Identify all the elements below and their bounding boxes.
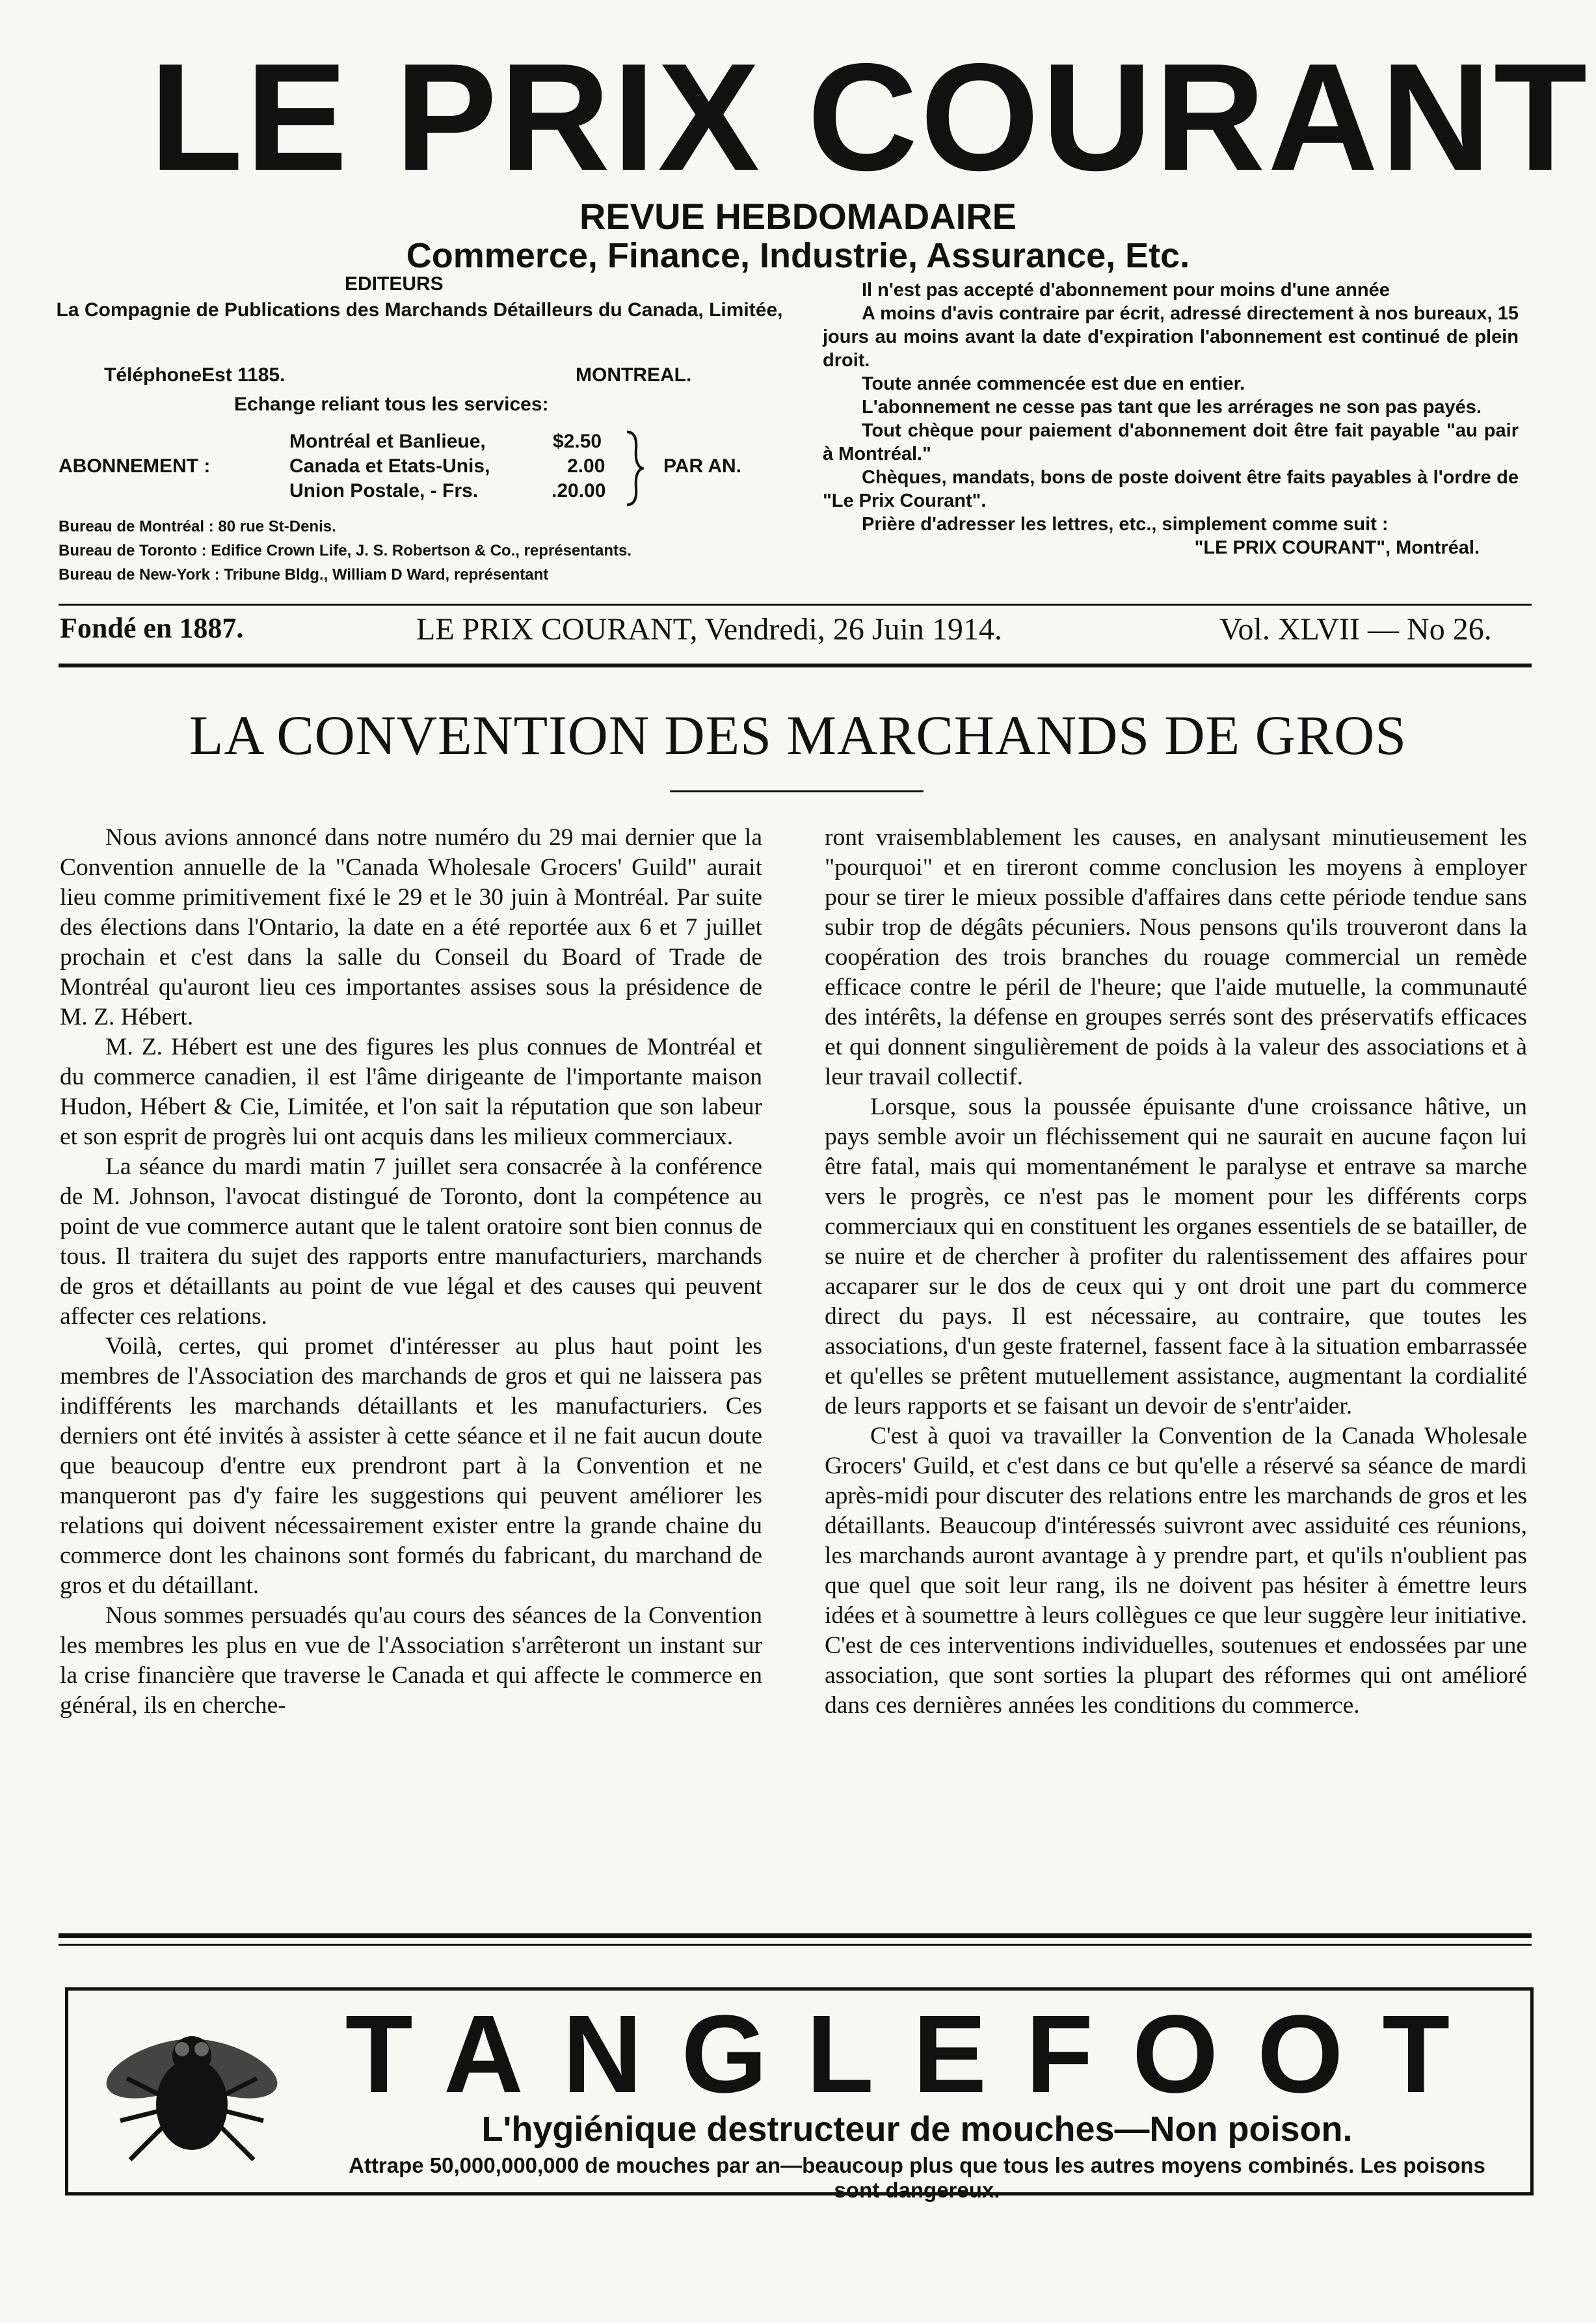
dateline-volume: Vol. XLVII — No 26. — [1219, 612, 1492, 647]
bureau-toronto: Bureau de Toronto : Edifice Crown Life, J. S. Robertson & Co., représentants. — [59, 542, 632, 559]
notice-6: Chèques, mandats, bons de poste doivent être faits payables à l'ordre de "Le Prix Courant". — [823, 467, 1519, 511]
article-paragraph: M. Z. Hébert est une des figures les plus connues de Montréal et du commerce canadien, il est l'âme dirigeante de l'importante maison Hudon, Hébert & Cie, Limitée, et l'on sait la réputation que son labeur et son esprit de progrès lui ont acquis dans les milieux commerciaux. — [60, 1034, 762, 1150]
masthead-subtitle: Commerce, Finance, Industrie, Assurance, Etc. — [406, 236, 1190, 275]
notice-4: L'abonnement ne cesse pas tant que les arrérages ne son pas payés. — [862, 397, 1482, 418]
article-paragraph: La séance du mardi matin 7 juillet sera consacrée à la conférence de M. Johnson, l'avocat distingué de Toronto, dont la compétence au point de vue commerce autant que le talent oratoire sont bien connus de tous. Il traitera du sujet des rapports entre manufacturiers, marchands de gros et détaillants au point de vue légal et des causes qui peuvent affecter ces relations. — [60, 1153, 762, 1330]
ad-body: Attrape 50,000,000,000 de mouches par an—beaucoup plus que tous les autres moyens combinés. Les poisons sont dangereux. — [349, 2153, 1485, 2202]
notice-5: Tout chèque pour paiement d'abonnement doit être fait payable "au pair à Montréal." — [823, 420, 1519, 464]
ad-rule-2 — [59, 1944, 1532, 1946]
bureau-newyork: Bureau de New-York : Tribune Bldg., William D Ward, représentant — [59, 566, 549, 584]
article-paragraph: ront vraisemblablement les causes, en analysant minutieusement les "pourquoi" et en tireront comme conclusion les moyens à employer pour se tirer le mieux possible d'affaires dans cette période tendue sans subir trop de dégâts pécuniers. Nous pensons qu'ils trouveront dans la coopération des trois branches du rouage commercial un remède efficace contre le péril de l'heure; que l'aide mutuelle, la communauté des intérêts, la défense en groupes serrés sont des préservatifs efficaces et qui donnent singulièrement de poids à la valeur des associations et à leur travail collectif. — [825, 824, 1527, 1090]
abonnement-price-3: .20.00 — [552, 480, 606, 502]
editeurs-exchange: Echange reliant tous les services: — [234, 394, 549, 415]
ad-rule-1 — [59, 1933, 1532, 1938]
dateline-rule-bottom — [59, 664, 1532, 667]
masthead-revue: REVUE HEBDOMADAIRE — [579, 196, 1017, 237]
article-headline: LA CONVENTION DES MARCHANDS DE GROS — [189, 704, 1407, 766]
article-paragraph: Nous sommes persuadés qu'au cours des séances de la Convention les membres les plus en vue de l'Association s'arrêteront un instant sur la crise financière que traverse le Canada et qui affecte le commerce en général, ils en cherche- — [60, 1602, 762, 1719]
editeurs-city: MONTREAL. — [576, 364, 692, 386]
abonnement-where-2: Canada et Etats-Unis, — [289, 455, 490, 477]
headline-underline — [670, 790, 924, 792]
dateline-issue: LE PRIX COURANT, Vendredi, 26 Juin 1914. — [416, 612, 1002, 647]
editeurs-label: EDITEURS — [345, 273, 444, 295]
abonnement-price-2: 2.00 — [567, 455, 605, 477]
abonnement-per: PAR AN. — [663, 455, 741, 477]
subscription-notices — [823, 278, 1519, 559]
dateline-founded: Fondé en 1887. — [60, 612, 244, 644]
notice-address: "LE PRIX COURANT", Montréal. — [1194, 537, 1480, 558]
editeurs-company: La Compagnie de Publications des Marchands Détailleurs du Canada, Limitée, — [56, 299, 783, 321]
notice-1: Il n'est pas accepté d'abonnement pour moins d'une année — [862, 280, 1390, 301]
notice-2: A moins d'avis contraire par écrit, adressé directement à nos bureaux, 15 jours au moins avant la date d'expiration l'abonnement est continué de plein droit. — [823, 303, 1519, 371]
dateline-rule-top — [59, 604, 1532, 606]
editeurs-telephone: TéléphoneEst 1185. — [104, 364, 286, 386]
abonnement-where-3: Union Postale, - Frs. — [289, 480, 479, 502]
abonnement-label: ABONNEMENT : — [59, 455, 211, 477]
article-paragraph: C'est à quoi va travailler la Convention de la Canada Wholesale Grocers' Guild, et c'est dans ce but qu'elle a réservé sa séance de mardi après-midi pour discuter des relations entre les marchands de gros et les détaillants. Beaucoup d'intéressés suivront avec assiduité ces réunions, les marchands auront avantage à y prendre part, et qu'ils n'oublient pas que quel que soit leur rang, ils ne doivent pas hésiter à émettre leurs idées et à soumettre à leurs collègues ce que leur suggère leur initiative. C'est de ces interventions individuelles, soutenues et endossées par une association, que sont sorties la plupart des réformes qui ont amélioré dans ces dernières années les conditions du commerce. — [825, 1423, 1527, 1719]
bureau-montreal: Bureau de Montréal : 80 rue St-Denis. — [59, 518, 336, 535]
abonnement-where-1: Montréal et Banlieue, — [289, 431, 486, 452]
article-paragraph: Voilà, certes, qui promet d'intéresser au plus haut point les membres de l'Association des marchands de gros et qui ne laissera pas indifférents les marchands détaillants et les manufacturiers. Ces derniers ont été invités à assister à cette séance et il ne fait aucun doute que beaucoup d'entre eux prendront part à la Convention et ne manqueront pas d'y faire les suggestions qui peuvent améliorer les relations qui doivent nécessairement exister entre la grande chaine du commerce dont les chainons sont formés du fabricant, du marchand de gros et du détaillant. — [60, 1333, 762, 1599]
ad-tagline: L'hygiénique destructeur de mouches—Non poison. — [481, 2110, 1353, 2149]
article-paragraph: Lorsque, sous la poussée épuisante d'une croissance hâtive, un pays semble avoir un fléchissement qui ne saurait en aucune façon lui être fatal, mais qui momentanément le paralyse et entrave sa marche vers le progrès, ce n'est pas le moment pour les différents corps commerciaux qui en constituent les organes essentiels de se batailler, de se nuire et de chercher à profiter du ralentissement des affaires pour accaparer sur le dos de ceux qui y ont droit une part du commerce direct du pays. Il est nécessaire, au contraire, que toutes les associations, d'un geste fraternel, fassent face à la situation embarrassée et qu'elles se prêtent mutuellement assistance, augmentant la cordialité de leurs rapports et se faisant un devoir de s'entr'aider. — [825, 1094, 1527, 1419]
abonnement-price-1: $2.50 — [553, 431, 602, 452]
article-column-right — [825, 823, 1527, 1721]
abonnement-brace — [624, 429, 644, 507]
ad-brand: TANGLEFOOT — [345, 1993, 1489, 2116]
notice-7: Prière d'adresser les lettres, etc., simplement comme suit : — [862, 514, 1389, 535]
article-paragraph: Nous avions annoncé dans notre numéro du 29 mai dernier que la Convention annuelle de la "Canada Wholesale Grocers' Guild" aurait lieu comme primitivement fixé le 29 et le 30 juin à Montréal. Par suite des élections dans l'Ontario, la date en a été reportée aux 6 et 7 juillet prochain et c'est dans la salle du Conseil du Board of Trade de Montréal qu'auront lieu ces importantes assises sous la présidence de M. Z. Hébert. — [60, 824, 762, 1030]
fly-icon — [91, 2007, 293, 2176]
notice-3: Toute année commencée est due en entier. — [862, 373, 1245, 394]
masthead-title: LE PRIX COURANT — [150, 31, 1590, 202]
article-column-left — [60, 823, 762, 1721]
